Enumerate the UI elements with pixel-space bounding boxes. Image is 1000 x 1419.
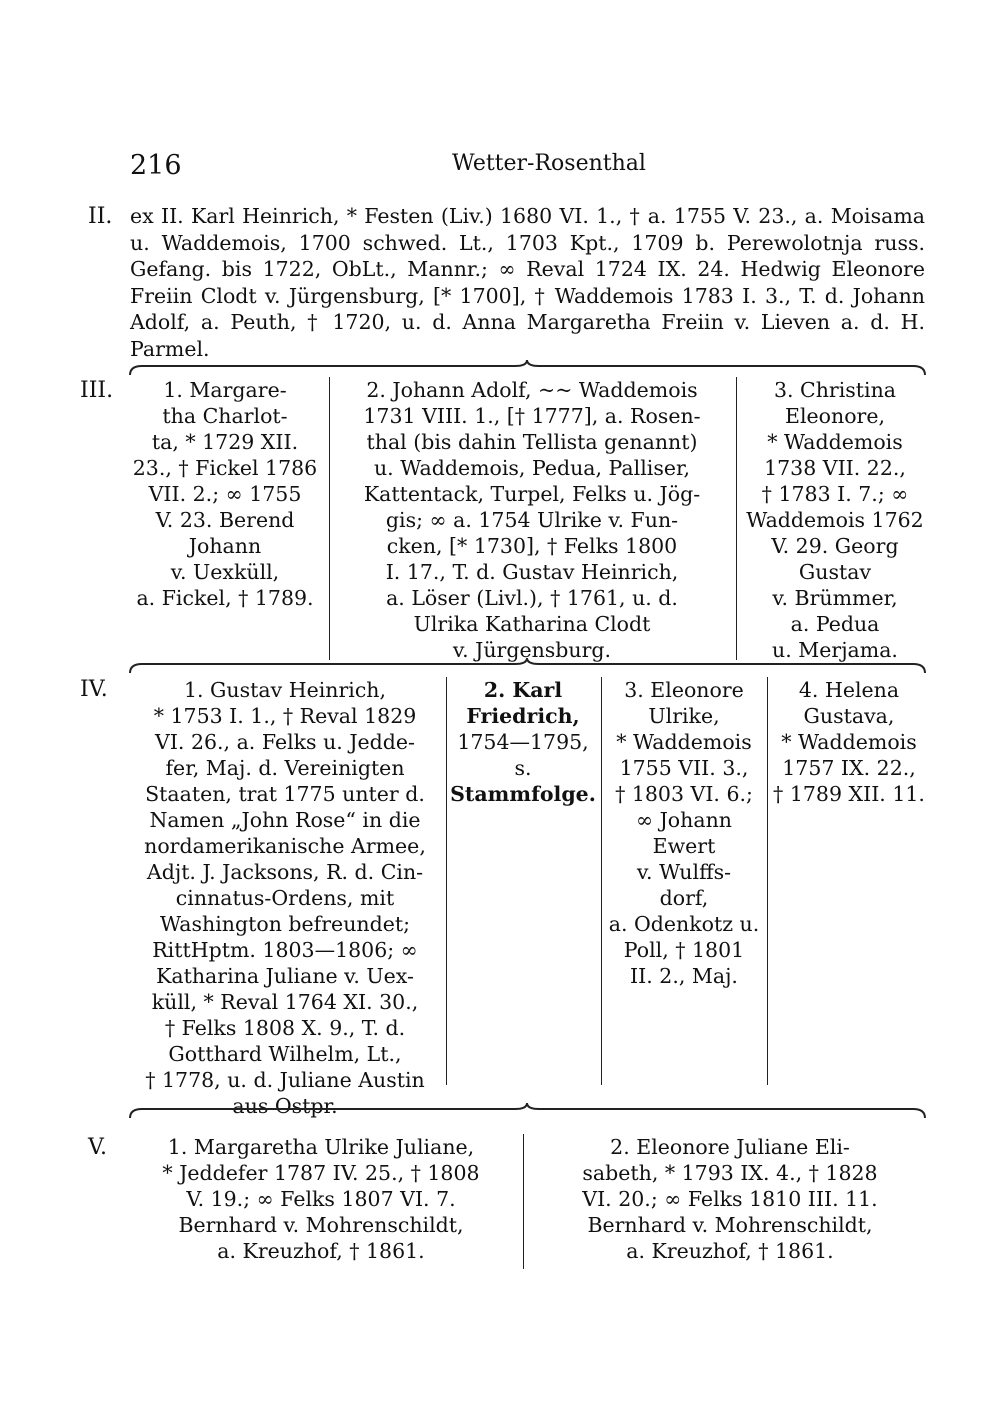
text-line: thal (bis dahin Tellista genannt) [366, 430, 698, 454]
text-line: cinnatus-Ordens, mit [175, 886, 395, 910]
text-line: 1755 VII. 3., [619, 756, 749, 780]
text-line: † 1778, u. d. Juliane Austin [145, 1068, 425, 1092]
text-line: * Waddemois [616, 730, 752, 754]
text-line: † Felks 1808 X. 9., T. d. [164, 1016, 406, 1040]
text-line: 1757 IX. 22., [782, 756, 916, 780]
generation-v-child-1 [125, 1134, 517, 1264]
text-line: v. Uexküll, [170, 560, 280, 584]
text-line: 1754—1795, [457, 730, 589, 754]
text-line: 3. Eleonore [624, 678, 744, 702]
text-line: V. 19.; ∞ Felks 1807 VI. 7. [186, 1187, 456, 1211]
text-line: Staaten, trat 1775 unter d. [145, 782, 425, 806]
generation-iv-child-3 [603, 677, 765, 989]
text-line: VI. 26., a. Felks u. Jedde- [155, 730, 415, 754]
text-line: Poll, † 1801 [623, 938, 745, 962]
text-line: 23., † Fickel 1786 [132, 456, 318, 480]
generation-label-ii: II. [88, 204, 113, 229]
text-line: II. 2., Maj. [630, 964, 738, 988]
generation-iv-child-2 [448, 677, 598, 807]
generation-label-v: V. [88, 1135, 108, 1160]
text-line: Bernhard v. Mohrenschildt, [587, 1213, 873, 1237]
text-line: 2. Eleonore Juliane Eli- [610, 1135, 850, 1159]
text-line: † 1803 VI. 6.; [615, 782, 753, 806]
text-line: Eleonore, [785, 404, 885, 428]
text-line: aus Ostpr. [232, 1094, 338, 1118]
text-line: Katharina Juliane v. Uex- [156, 964, 414, 988]
text-line: * 1753 I. 1., † Reval 1829 [153, 704, 417, 728]
text-line: gis; ∞ a. 1754 Ulrike v. Fun- [385, 508, 679, 532]
text-line: u. Waddemois, Pedua, Palliser, [373, 456, 691, 480]
text-line: v. Brümmer, [772, 586, 898, 610]
text-line: sabeth, * 1793 IX. 4., † 1828 [582, 1161, 878, 1185]
text-line: Stammfolge. [450, 782, 596, 806]
column-rule [601, 677, 602, 1085]
brace-divider-v [130, 1106, 925, 1120]
text-line: 1. Margaretha Ulrike Juliane, [167, 1135, 475, 1159]
text-line: Ewert [652, 834, 716, 858]
text-line: Washington befreundet; [160, 912, 410, 936]
brace-divider-iv [130, 661, 925, 675]
text-line: v. Wulffs- [636, 860, 732, 884]
text-line: 1738 VII. 22., [764, 456, 906, 480]
column-rule [329, 377, 330, 660]
text-line: V. 29. Georg [771, 534, 899, 558]
text-line: RittHptm. 1803—1806; ∞ [152, 938, 418, 962]
text-line: a. Löser (Livl.), † 1761, u. d. [386, 586, 678, 610]
text-line: Gotthard Wilhelm, Lt., [168, 1042, 402, 1066]
text-line: VI. 20.; ∞ Felks 1810 III. 11. [582, 1187, 878, 1211]
text-line: s. [514, 756, 532, 780]
generation-ii-entry: ex II. Karl Heinrich, * Festen (Liv.) 1680 VI. 1., † a. 1755 V. 23., a. Moisama u. Waddemois, 1700 schwed. Lt., 1703 Kpt., 1709 b. Perewolotnja russ. Gefang. bis 1722, ObLt., Mannr.; ∞ Reval 1724 IX. 24. Hedwig Eleonore Freiin Clodt v. Jürgensburg, [* 1700], † Waddemois 1783 I. 3., T. d. Johann Adolf, a. Peuth, † 1720, u. d. Anna Margaretha Freiin v. Lieven a. d. H. Parmel. [130, 204, 925, 361]
generation-label-iii: III. [80, 378, 114, 403]
generation-iii-child-1 [130, 377, 320, 611]
text-line: * Waddemois [781, 730, 917, 754]
text-line: I. 17., T. d. Gustav Heinrich, [385, 560, 679, 584]
text-line: Kattentack, Turpel, Felks u. Jög- [363, 482, 701, 506]
text-line: Ulrika Katharina Clodt [413, 612, 651, 636]
text-line: V. 23. Berend [155, 508, 295, 532]
text-line: u. Merjama. [772, 638, 898, 662]
text-line: 4. Helena [798, 678, 900, 702]
text-line: Waddemois 1762 [746, 508, 924, 532]
text-line: 2. Johann Adolf, ~~ Waddemois [366, 378, 698, 402]
text-line: Adjt. J. Jacksons, R. d. Cin- [146, 860, 424, 884]
page-title: Wetter-Rosenthal [452, 151, 646, 176]
text-line: v. Jürgensburg. [452, 638, 612, 662]
text-line: 1. Margare- [163, 378, 287, 402]
text-line: fer, Maj. d. Vereinigten [165, 756, 405, 780]
column-rule [736, 377, 737, 660]
generation-label-iv: IV. [80, 677, 108, 702]
text-line: VII. 2.; ∞ 1755 [148, 482, 302, 506]
text-line: küll, * Reval 1764 XI. 30., [151, 990, 419, 1014]
text-line: ∞ Johann [636, 808, 732, 832]
text-line: * Waddemois [767, 430, 903, 454]
generation-iii-child-3 [740, 377, 930, 663]
text-line: Gustava, [803, 704, 895, 728]
text-line: a. Kreuzhof, † 1861. [217, 1239, 425, 1263]
text-line: Namen „John Rose“ in die [149, 808, 421, 832]
text-line: ta, * 1729 XII. [151, 430, 299, 454]
text-line: * Jeddefer 1787 IV. 25., † 1808 [162, 1161, 480, 1185]
text-line: 1731 VIII. 1., [† 1777], a. Rosen- [363, 404, 701, 428]
text-line: dorf, [659, 886, 709, 910]
brace-divider-iii [130, 363, 925, 377]
generation-iii-child-2 [337, 377, 727, 663]
text-line: † 1789 XII. 11. [773, 782, 925, 806]
generation-iv-child-4 [768, 677, 930, 807]
text-line: a. Odenkotz u. [608, 912, 760, 936]
text-line: Johann [188, 534, 262, 558]
generation-iv-child-1 [130, 677, 440, 1119]
text-line: cken, [* 1730], † Felks 1800 [386, 534, 678, 558]
column-rule [446, 677, 447, 1085]
text-line: nordamerikanische Armee, [144, 834, 426, 858]
text-line: Bernhard v. Mohrenschildt, [178, 1213, 464, 1237]
text-line: 1. Gustav Heinrich, [183, 678, 387, 702]
text-line: 3. Christina [773, 378, 897, 402]
text-line: † 1783 I. 7.; ∞ [761, 482, 909, 506]
generation-v-child-2 [530, 1134, 930, 1264]
page-number: 216 [130, 150, 182, 181]
text-line: 2. Karl [483, 678, 563, 702]
text-line: tha Charlot- [162, 404, 288, 428]
text-line: a. Kreuzhof, † 1861. [626, 1239, 834, 1263]
text-line: Gustav [798, 560, 872, 584]
text-line: a. Fickel, † 1789. [136, 586, 314, 610]
text-line: Ulrike, [648, 704, 720, 728]
text-line: a. Pedua [790, 612, 880, 636]
text-line: Friedrich, [466, 704, 580, 728]
column-rule [523, 1134, 524, 1269]
